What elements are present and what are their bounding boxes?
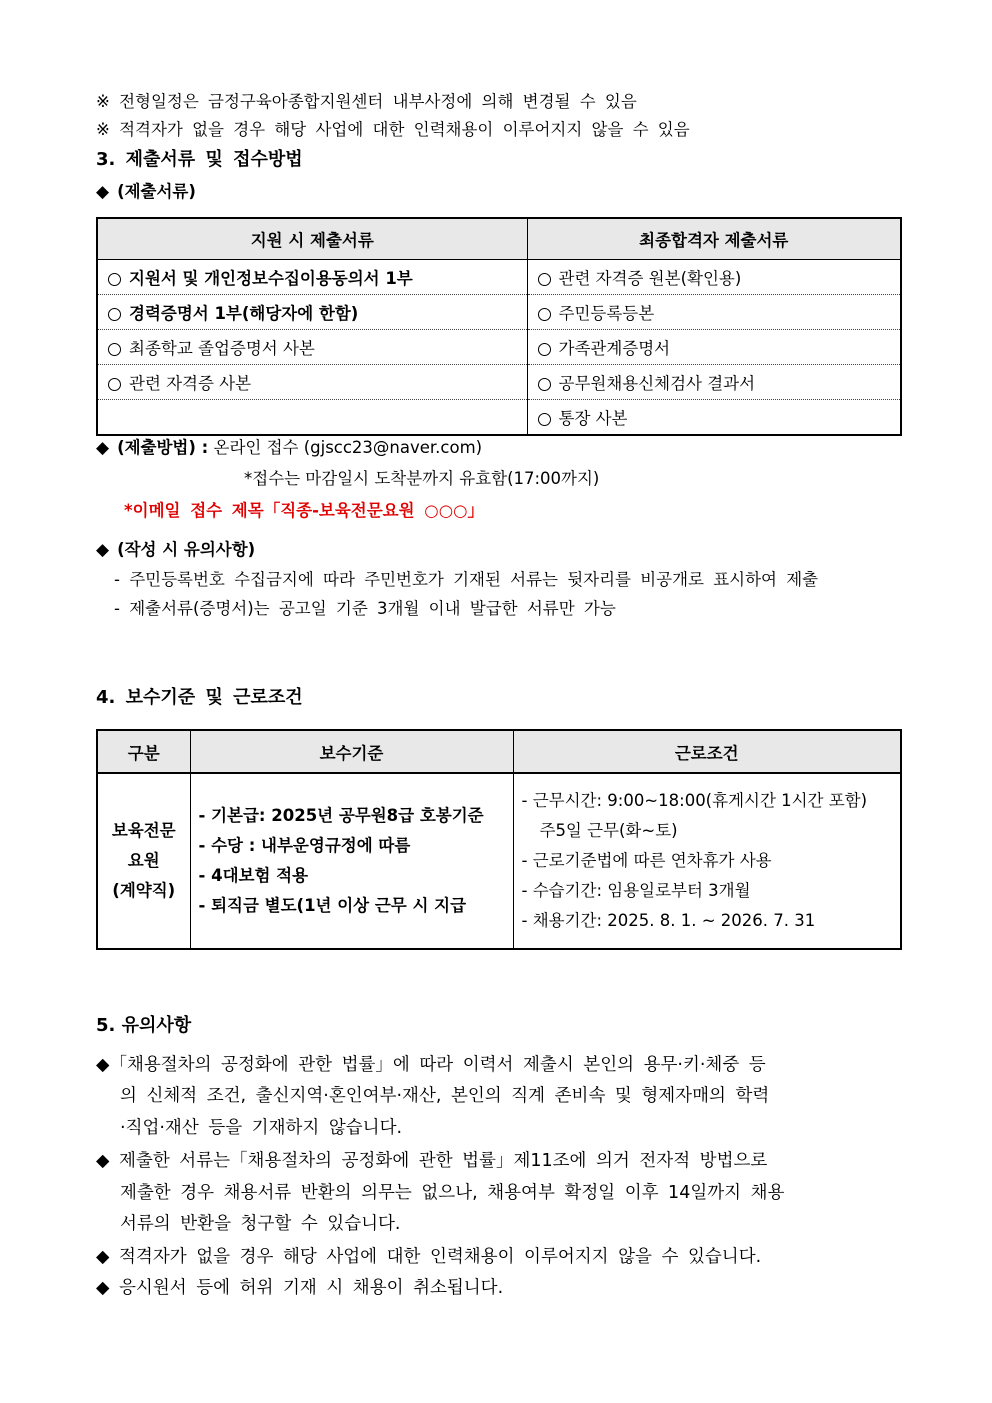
notice-item: ·직업·재산 등을 기재하지 않습니다. (120, 1118, 403, 1138)
diamond-bullet-icon: ◆ (96, 182, 110, 202)
notice-item: 의 신체적 조건, 출신지역·혼인여부·재산, 본인의 직계 존비속 및 형제자매의 학력 (120, 1086, 770, 1106)
table-cell (527, 260, 901, 295)
pay-item: - 수당 : 내부운영규정에 따름 (198, 836, 411, 855)
circle-bullet-icon (108, 378, 121, 391)
category-line: 요원 (127, 851, 160, 870)
circle-bullet-icon (108, 308, 121, 321)
documents-table (96, 217, 902, 436)
table-row (97, 773, 901, 949)
cell-text: 지원서 및 개인정보수집이용동의서 1부 (129, 269, 413, 288)
table-header: 구분 (97, 730, 190, 773)
caution-heading (96, 536, 255, 564)
category-line: 보육전문 (111, 821, 176, 840)
note-no-candidate: ※ 적격자가 없을 경우 해당 사업에 대한 인력채용이 이루어지지 않을 수 있음 (96, 120, 690, 139)
caution-item: - 주민등록번호 수집금지에 따라 주민번호가 기재된 서류는 뒷자리를 비공개로 표시하여 제출 (114, 570, 819, 589)
notice-item: ◆ 제출한 서류는「채용절차의 공정화에 관한 법률」제11조에 의거 전자적 방법으로 (96, 1151, 768, 1171)
circle-bullet-icon (538, 413, 551, 426)
table-cell (527, 330, 901, 365)
category-line: (계약직) (112, 881, 176, 900)
cell-text: 가족관계증명서 (558, 339, 671, 358)
circle-bullet-icon (538, 343, 551, 356)
table-cell (97, 260, 527, 295)
table-cell (97, 330, 527, 365)
notice-item: ◆「채용절차의 공정화에 관한 법률」에 따라 이력서 제출시 본인의 용무·키·체중 등 (96, 1055, 766, 1075)
conditions-cell (513, 773, 901, 949)
cell-text: 관련 자격증 사본 (129, 374, 252, 393)
circle-bullet-icon (538, 273, 551, 286)
cell-text: 경력증명서 1부(해당자에 한함) (129, 304, 359, 323)
table-header: 근로조건 (513, 730, 901, 773)
pay-item: - 퇴직금 별도(1년 이상 근무 시 지급 (198, 896, 467, 915)
section3-title: 3. 제출서류 및 접수방법 (96, 149, 303, 170)
table-cell (527, 365, 901, 400)
note-schedule: ※ 전형일정은 금정구육아종합지원센터 내부사정에 의해 변경될 수 있음 (96, 92, 637, 111)
category-cell (97, 773, 190, 949)
submission-method (96, 434, 482, 462)
email-subject-note: *이메일 접수 제목「직종-보육전문요원 ○○○」 (124, 501, 484, 520)
table-header: 보수기준 (190, 730, 513, 773)
method-note: *접수는 마감일시 도착분까지 유효함(17:00까지) (244, 469, 600, 488)
cell-text: 통장 사본 (558, 409, 628, 428)
table-header: 최종합격자 제출서류 (527, 218, 901, 260)
cell-text: 최종학교 졸업증명서 사본 (129, 339, 315, 358)
table-header: 지원 시 제출서류 (97, 218, 527, 260)
table-cell (97, 295, 527, 330)
table-cell (97, 365, 527, 400)
condition-item: - 근로기준법에 따른 연차휴가 사용 (521, 851, 772, 870)
section5-title: 5. 유의사항 (96, 1015, 192, 1036)
cell-text: 관련 자격증 원본(확인용) (558, 269, 742, 288)
diamond-bullet-icon: ◆ (96, 540, 110, 560)
pay-item: - 4대보험 적용 (198, 866, 309, 885)
notice-item: ◆ 응시원서 등에 허위 기재 시 채용이 취소됩니다. (96, 1278, 504, 1298)
docs-heading (96, 178, 196, 206)
circle-bullet-icon (538, 378, 551, 391)
notice-item: ◆ 적격자가 없을 경우 해당 사업에 대한 인력채용이 이루어지지 않을 수 있습니다. (96, 1247, 762, 1267)
notice-item: 제출한 경우 채용서류 반환의 의무는 없으나, 채용여부 확정일 이후 14일까지 채용 (120, 1183, 785, 1203)
diamond-bullet-icon: ◆ (96, 438, 110, 458)
cell-text: 공무원채용신체검사 결과서 (558, 374, 756, 393)
circle-bullet-icon (108, 273, 121, 286)
table-row (97, 330, 901, 365)
table-row (97, 365, 901, 400)
notice-item: 서류의 반환을 청구할 수 있습니다. (120, 1214, 401, 1234)
compensation-table (96, 729, 902, 950)
circle-bullet-icon (538, 308, 551, 321)
table-row (97, 295, 901, 330)
method-value: 온라인 접수 (gjscc23@naver.com) (213, 438, 483, 457)
table-cell (527, 400, 901, 436)
condition-item: 주5일 근무(화~토) (539, 821, 678, 840)
pay-item: - 기본급: 2025년 공무원8급 호봉기준 (198, 806, 484, 825)
cell-text: 주민등록등본 (558, 304, 655, 323)
condition-item: - 수습기간: 임용일로부터 3개월 (521, 881, 751, 900)
caution-item: - 제출서류(증명서)는 공고일 기준 3개월 이내 발급한 서류만 가능 (114, 599, 616, 618)
table-row (97, 260, 901, 295)
method-label: (제출방법) : (117, 438, 209, 457)
caution-label: (작성 시 유의사항) (117, 540, 256, 559)
section4-title: 4. 보수기준 및 근로조건 (96, 687, 303, 708)
docs-label: (제출서류) (117, 182, 196, 201)
condition-item: - 채용기간: 2025. 8. 1. ~ 2026. 7. 31 (521, 911, 816, 930)
circle-bullet-icon (108, 343, 121, 356)
condition-item: - 근무시간: 9:00~18:00(휴게시간 1시간 포함) (521, 791, 868, 810)
pay-cell (190, 773, 513, 949)
table-cell-empty (97, 400, 527, 436)
table-row (97, 400, 901, 436)
table-cell (527, 295, 901, 330)
